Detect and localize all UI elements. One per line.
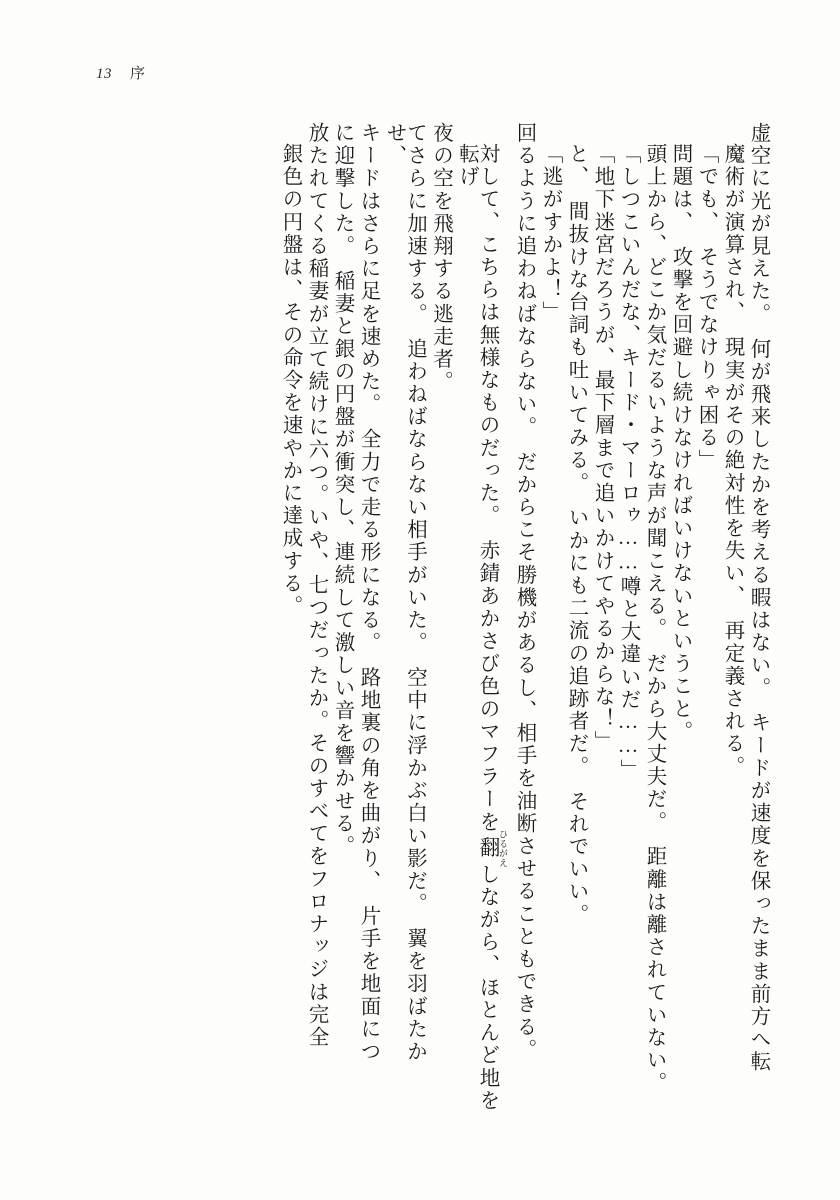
text-column: 対して、こちらは無様なものだった。 赤錆あかさび色のマフラーを翻 ひるがえしながら、ほとんど地を転げ bbox=[455, 143, 508, 1112]
text-column: 問題は、 攻撃を回避し続けなければいけないということ。 bbox=[669, 143, 691, 743]
text-column: 魔術が演算され、 現実がその絶対性を失い、 再定義される。 bbox=[721, 143, 743, 778]
text-column: に迎撃した。 稲妻と銀の円盤が衝突し、連続して激しい音を響かせる。 bbox=[331, 122, 353, 858]
text-column: 「でも、 そうでなけりゃ困る」 bbox=[695, 143, 717, 472]
text-column: 「逃がすかよ！」 bbox=[539, 143, 561, 324]
text-column: と、 間抜けな台詞も吐いてみる。 いかにも二流の追跡者だ。 それでいい。 bbox=[565, 143, 587, 926]
text-column: キードはさらに足を速めた。 全力で走る形になる。 路地裏の角を曲がり、 片手を地面につ bbox=[357, 122, 379, 1064]
vertical-text-block bbox=[274, 122, 769, 1112]
running-head bbox=[96, 62, 145, 83]
text-column: 夜の空を飛翔する逃走者。 bbox=[429, 122, 452, 394]
section-title: 序 bbox=[130, 66, 146, 82]
body-text-area bbox=[72, 122, 769, 1112]
text-column: 虚空に光が見えた。 何が飛来したかを考える暇はない。 キードが速度を保ったまま前方へ転 bbox=[747, 122, 769, 1074]
text-column: 放たれてくる稲妻が立て続けに六つ。いや、七つだったか。そのすべてをフロナッジは完全 bbox=[305, 122, 327, 1049]
ruby-annotation: 翻 ひるがえ bbox=[476, 829, 508, 868]
page-number: 13 bbox=[96, 66, 112, 82]
text-column: 銀色の円盤は、その命令を速やかに達成する。 bbox=[279, 143, 301, 618]
text-column: 回るように追わねばならない。 だからこそ勝機があるし、相手を油断させることもできる。 bbox=[513, 122, 535, 1061]
text-column: 頭上から、どこか気だるいような声が聞こえる。 だから大丈夫だ。 距離は離されていない。 bbox=[643, 143, 665, 1095]
text-column: てさらに加速する。 追わねばならない相手がいた。 空中に浮かぶ白い影だ。 翼を羽ばたかせ、 bbox=[383, 122, 426, 1064]
text-column: 「地下迷宮だろうが、最下層まで追いかけてやるからな！」 bbox=[591, 143, 613, 754]
text-column: 「しつこいんだな、キード・マーロゥ……噂と大違いだ……」 bbox=[617, 143, 639, 782]
